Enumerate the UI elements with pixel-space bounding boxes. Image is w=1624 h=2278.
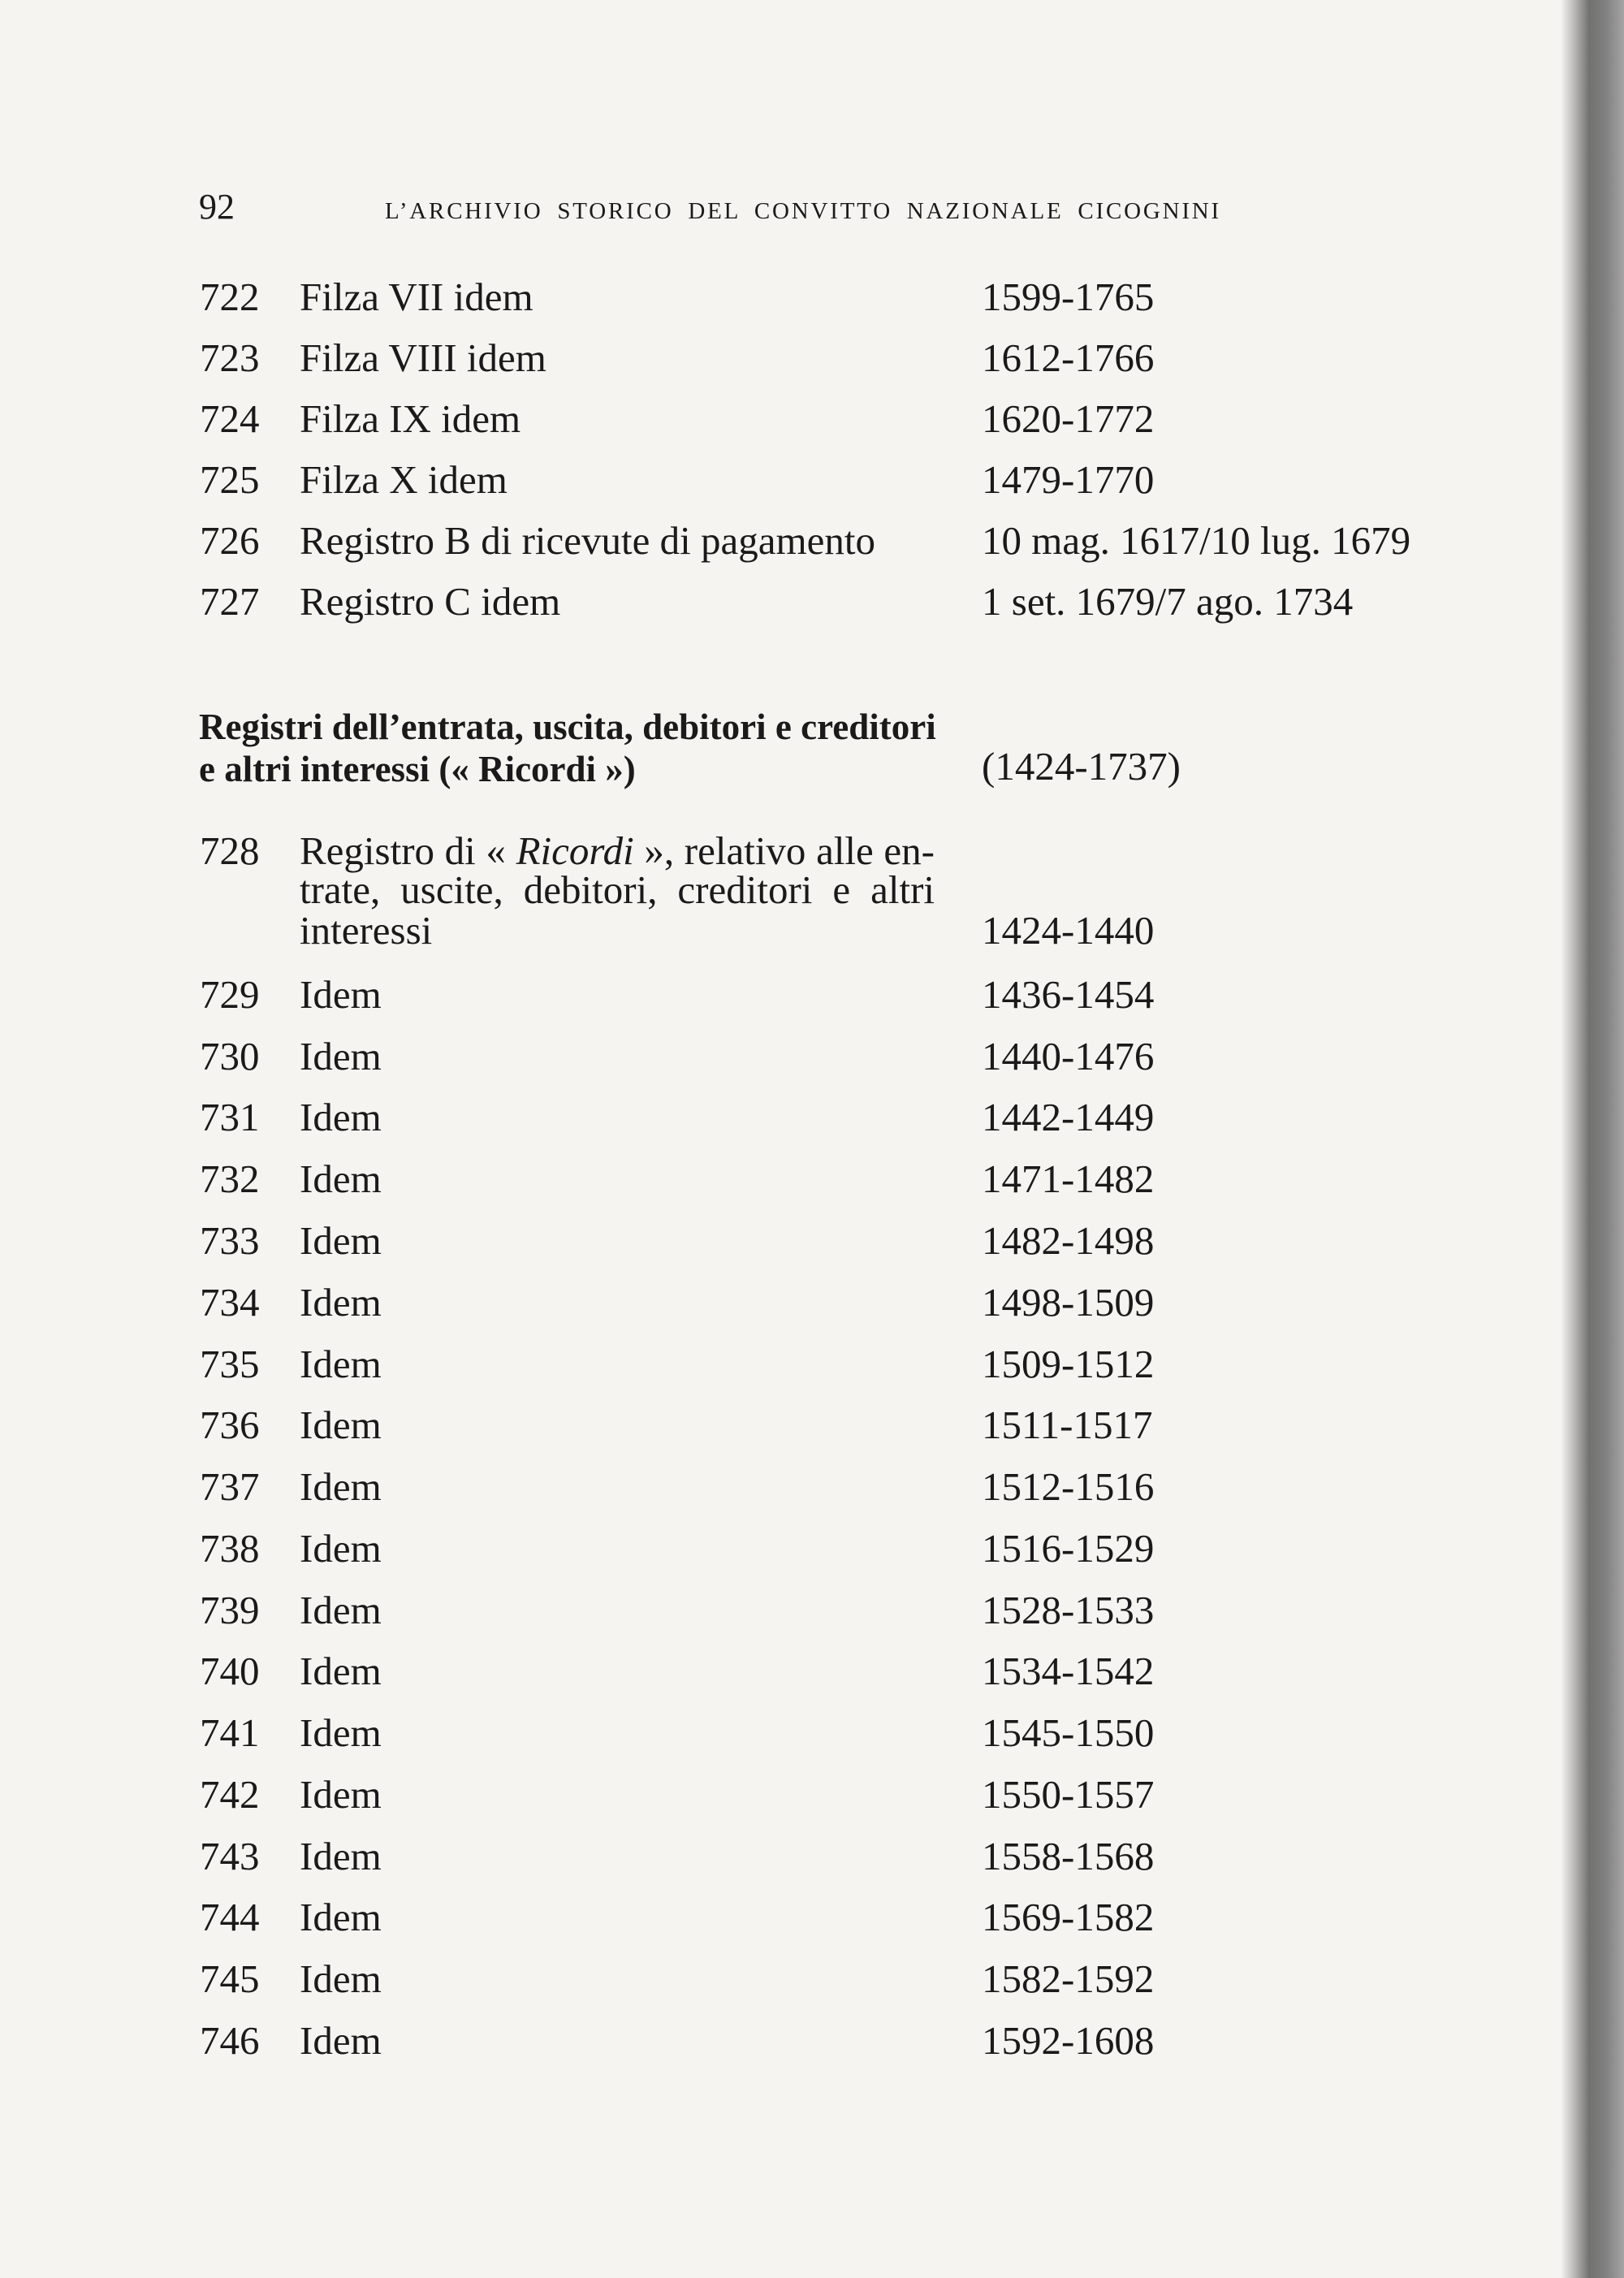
entry-number: 722	[200, 274, 260, 320]
entry-number: 735	[200, 1341, 260, 1386]
entry-date: 1 set. 1679/7 ago. 1734	[982, 579, 1354, 625]
entry-number: 727	[200, 579, 260, 625]
entry-date: 1512-1516	[982, 1464, 1155, 1510]
entry-date: 1528-1533	[982, 1587, 1155, 1632]
entry-description-line-3: interessi	[300, 908, 433, 953]
table-row	[0, 1278, 1543, 1327]
entry-description: Idem	[300, 1956, 382, 2002]
entry-date: 1509-1512	[982, 1341, 1155, 1386]
entry-description: Idem	[300, 1710, 382, 1756]
entry-description: Registro C idem	[300, 579, 561, 625]
page-gutter-shadow	[1561, 0, 1624, 2278]
entry-italic-title: Ricordi	[516, 828, 634, 873]
table-row	[0, 1955, 1543, 2004]
entry-description: Idem	[300, 1525, 382, 1571]
entry-number: 728	[200, 828, 260, 873]
table-row	[0, 1647, 1543, 1696]
table-row	[0, 1893, 1543, 1942]
entry-date: 1440-1476	[982, 1033, 1155, 1078]
entry-description: Idem	[300, 1833, 382, 1878]
entry-number: 731	[200, 1095, 260, 1140]
entry-number: 730	[200, 1033, 260, 1078]
entry-number: 746	[200, 2017, 260, 2063]
entry-date: 1599-1765	[982, 274, 1155, 320]
table-row	[0, 1832, 1543, 1881]
entry-description: Idem	[300, 1895, 382, 1940]
entry-date: 10 mag. 1617/10 lug. 1679	[982, 518, 1411, 564]
entry-date: 1479-1770	[982, 457, 1155, 503]
entry-description: Idem	[300, 1587, 382, 1632]
entry-description: Idem	[300, 1403, 382, 1448]
section-title-line-1: Registri dell’entrata, uscita, debitori e creditori	[199, 707, 936, 747]
entry-description: Idem	[300, 1771, 382, 1817]
entry-description: Idem	[300, 1156, 382, 1202]
table-row	[0, 1217, 1543, 1265]
entry-number: 732	[200, 1156, 260, 1202]
entry-description: Idem	[300, 1341, 382, 1386]
entry-date: 1582-1592	[982, 1956, 1155, 2002]
entry-number: 725	[200, 457, 260, 503]
entry-number: 740	[200, 1649, 260, 1694]
entry-description: Idem	[300, 1218, 382, 1263]
entry-number: 738	[200, 1525, 260, 1571]
entry-number: 726	[200, 518, 260, 564]
entry-number: 737	[200, 1464, 260, 1510]
entry-date: 1471-1482	[982, 1156, 1155, 1202]
entry-description: Idem	[300, 1464, 382, 1510]
table-row	[0, 2016, 1543, 2065]
entry-date: 1436-1454	[982, 971, 1155, 1017]
entry-number: 745	[200, 1956, 260, 2002]
table-row	[0, 1524, 1543, 1573]
entry-number: 723	[200, 335, 260, 381]
section-date-range: (1424-1737)	[982, 744, 1181, 789]
entry-date: 1569-1582	[982, 1895, 1155, 1940]
entry-number: 741	[200, 1710, 260, 1756]
entry-description: Filza X idem	[300, 457, 508, 503]
entry-number: 743	[200, 1833, 260, 1878]
entry-number: 739	[200, 1587, 260, 1632]
entry-date: 1612-1766	[982, 335, 1155, 381]
entry-text: », relativo alle en-	[633, 828, 935, 873]
entry-description-line-2: trate, uscite, debitori, creditori e altri	[300, 867, 935, 912]
entry-number: 729	[200, 971, 260, 1017]
entry-date: 1482-1498	[982, 1218, 1155, 1263]
entry-number: 744	[200, 1895, 260, 1940]
entry-description: Idem	[300, 1279, 382, 1325]
entry-date: 1558-1568	[982, 1833, 1155, 1878]
table-row	[0, 1770, 1543, 1819]
entry-description: Filza VIII idem	[300, 335, 546, 381]
entry-date: 1511-1517	[982, 1403, 1153, 1448]
entry-date: 1592-1608	[982, 2017, 1155, 2063]
entry-date: 1424-1440	[982, 908, 1155, 953]
entry-number: 734	[200, 1279, 260, 1325]
table-row	[0, 1463, 1543, 1511]
entry-description: Idem	[300, 1095, 382, 1140]
entry-date: 1545-1550	[982, 1710, 1155, 1756]
running-title: L’ARCHIVIO STORICO DEL CONVITTO NAZIONALE CICOGNINI	[385, 198, 1221, 224]
entry-description: Idem	[300, 971, 382, 1017]
table-row	[0, 1155, 1543, 1204]
table-row	[0, 1709, 1543, 1757]
entry-number: 736	[200, 1403, 260, 1448]
entry-date: 1550-1557	[982, 1771, 1155, 1817]
table-row	[0, 1586, 1543, 1635]
table-row	[0, 1340, 1543, 1389]
table-row	[0, 1401, 1543, 1450]
entry-date: 1516-1529	[982, 1525, 1155, 1571]
table-row	[0, 1093, 1543, 1142]
entry-date: 1498-1509	[982, 1279, 1155, 1325]
entry-description: Idem	[300, 2017, 382, 2063]
table-row	[0, 1032, 1543, 1081]
entry-description: Filza IX idem	[300, 396, 521, 442]
page-number: 92	[199, 187, 235, 227]
table-row	[0, 970, 1543, 1019]
entry-date: 1442-1449	[982, 1095, 1155, 1140]
entry-number: 742	[200, 1771, 260, 1817]
entry-date: 1534-1542	[982, 1649, 1155, 1694]
entry-description: Idem	[300, 1649, 382, 1694]
entry-text: Registro di «	[300, 828, 516, 873]
entry-description: Filza VII idem	[300, 274, 533, 320]
entry-description: Idem	[300, 1033, 382, 1078]
entry-description: Registro B di ricevute di pagamento	[300, 518, 875, 564]
section-title-line-2: e altri interessi (« Ricordi »)	[199, 749, 636, 789]
entry-date: 1620-1772	[982, 396, 1155, 442]
entry-number: 724	[200, 396, 260, 442]
entry-number: 733	[200, 1218, 260, 1263]
